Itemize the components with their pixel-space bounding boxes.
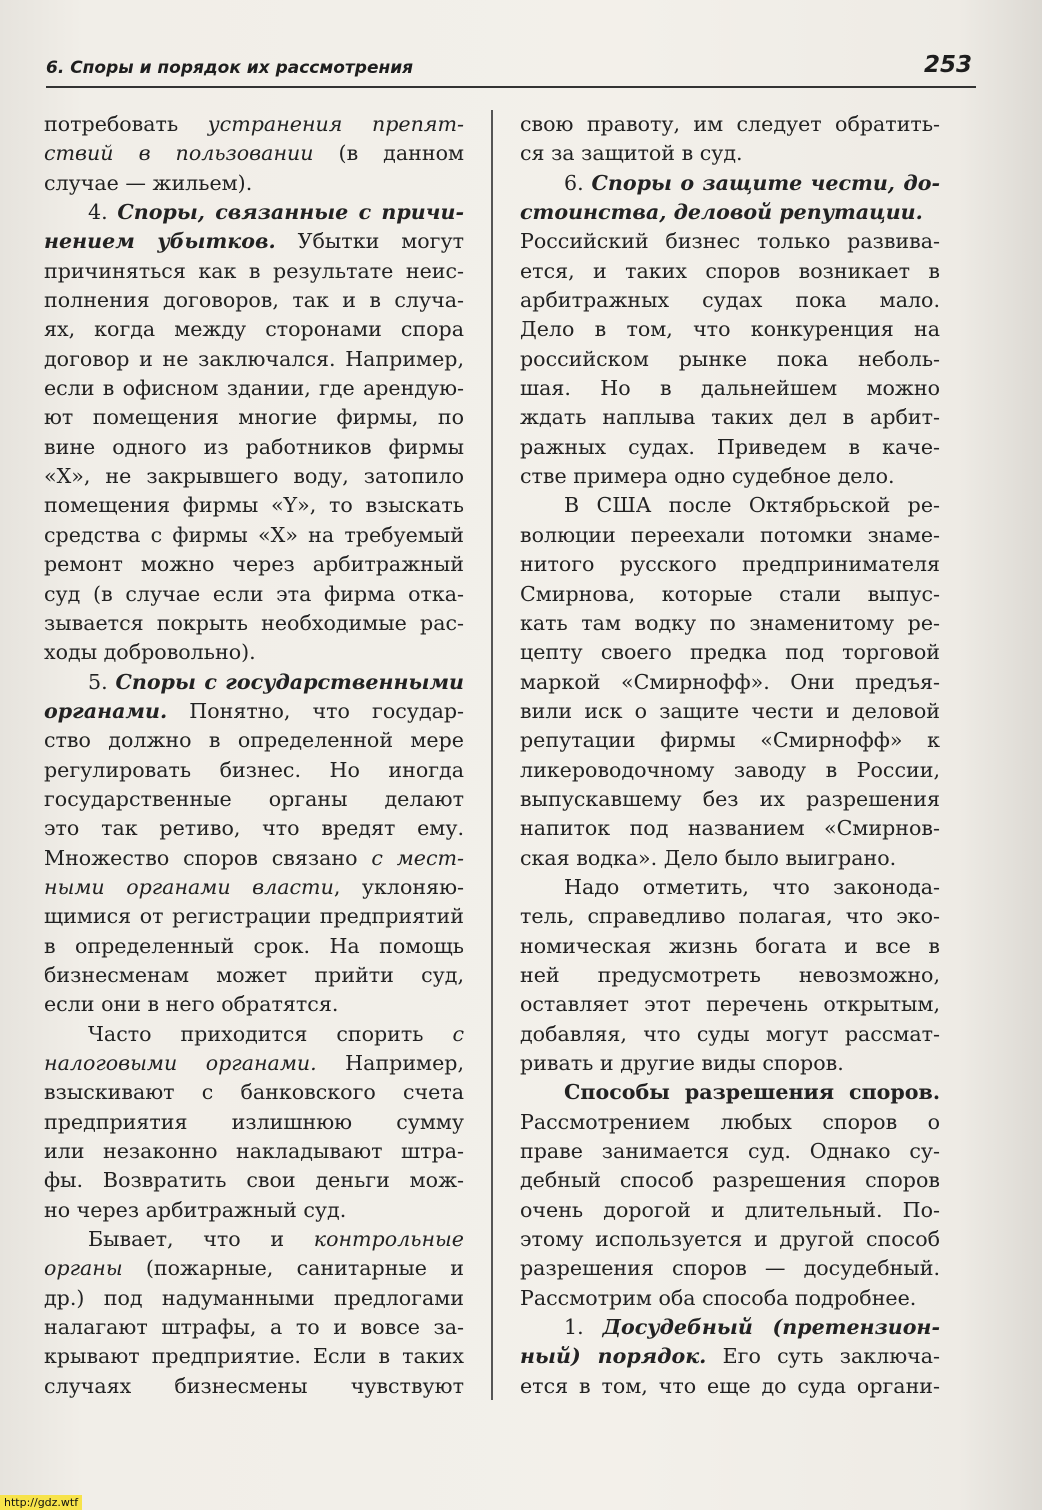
text-line [520, 726, 940, 755]
text-segment: фы. Возвратить свои деньги мож- [44, 1168, 464, 1193]
text-segment: ходы добровольно). [44, 640, 256, 665]
text-segment: Убытки могут [275, 229, 464, 254]
text-segment: российском рынке пока неболь- [520, 346, 940, 371]
text-segment: суд (в случае если эта фирма отка- [44, 581, 464, 606]
text-line [520, 433, 940, 462]
text-line [520, 550, 940, 579]
text-segment: Бывает, что и [88, 1227, 314, 1252]
text-line [520, 227, 940, 256]
text-line [520, 1137, 940, 1166]
text-segment: ская водка». Дело было выиграно. [520, 845, 897, 870]
running-header [46, 52, 976, 88]
text-line [520, 110, 940, 139]
text-segment: средства с фирмы «X» на требуемый [44, 522, 464, 547]
chapter-title: 6. Споры и порядок их рассмотрения [46, 58, 414, 78]
text-segment: ривать и другие виды споров. [520, 1051, 844, 1075]
text-segment: др.) под надуманными предлогами [44, 1285, 464, 1310]
text-line [44, 169, 464, 198]
site-url-label[interactable]: http://gdz.wtf [0, 1495, 82, 1510]
text-line [520, 844, 940, 873]
text-line [44, 433, 464, 462]
text-line [44, 227, 464, 256]
text-line [44, 345, 464, 374]
emphasized-text: контрольные [313, 1227, 464, 1252]
text-segment: Смирнова, которые стали выпус- [520, 581, 940, 606]
text-segment: (в данном [313, 141, 464, 166]
text-segment: зывается покрыть необходимые рас- [44, 610, 464, 635]
text-line [520, 169, 940, 198]
text-segment: ство должно в определенной мере [44, 728, 464, 753]
text-segment: ся за защитой в суд. [520, 141, 743, 166]
right-text-column [520, 110, 940, 1401]
text-segment: 5. [88, 669, 116, 694]
text-line [520, 638, 940, 667]
text-line [44, 609, 464, 638]
emphasized-text: Споры о защите чести, до- [591, 170, 940, 195]
text-line [520, 668, 940, 697]
text-line [44, 1108, 464, 1137]
text-line [520, 580, 940, 609]
text-segment: напиток под названием «Смирнов- [520, 816, 940, 841]
text-segment: Российский бизнес только развива- [520, 229, 940, 254]
text-line [520, 756, 940, 785]
text-segment: В США после Октябрьской ре- [564, 493, 940, 518]
text-segment: если в офисном здании, где арендую- [44, 376, 464, 401]
text-segment: номическая жизнь богата и все в [520, 933, 940, 958]
emphasized-text: стоинства, деловой репутации. [520, 200, 923, 225]
text-line [44, 139, 464, 168]
text-line [520, 257, 940, 286]
text-line [520, 1225, 940, 1254]
text-segment: Рассмотрим оба способа подробнее. [520, 1285, 917, 1310]
text-line [44, 1225, 464, 1254]
text-line [44, 1342, 464, 1371]
text-segment: арбитражных судах пока мало. [520, 288, 940, 313]
text-segment: ях, когда между сторонами спора [44, 317, 464, 342]
text-line [520, 1049, 940, 1078]
emphasized-text: Досудебный (претензион- [602, 1315, 940, 1340]
text-line [44, 1254, 464, 1283]
text-line [520, 932, 940, 961]
text-segment: кать там водку по знаменитому ре- [520, 610, 940, 635]
text-segment: Его суть заключа- [706, 1344, 940, 1369]
text-line [44, 902, 464, 931]
text-line [44, 726, 464, 755]
text-segment: свою правоту, им следует обратить- [520, 112, 940, 136]
emphasized-text: Способы разрешения споров. [564, 1080, 940, 1105]
text-line [520, 286, 940, 315]
text-line [44, 1372, 464, 1401]
emphasized-text: устранения препят- [207, 112, 464, 136]
text-segment: маркой «Смирнофф». Они предъя- [520, 669, 940, 694]
text-line [44, 638, 464, 667]
emphasized-text: Споры, связанные с причи- [117, 200, 464, 225]
emphasized-text: нением убытков. [44, 229, 276, 254]
text-segment: ждать наплыва таких дел в арбит- [520, 405, 940, 430]
text-segment: ражных судах. Приведем в каче- [520, 434, 940, 459]
text-segment: потребовать [44, 112, 208, 136]
text-segment: ют помещения многие фирмы, по [44, 405, 464, 430]
text-segment: крывают предприятие. Если в таких [44, 1344, 464, 1369]
emphasized-text: Споры с государственными [115, 669, 465, 694]
text-segment: Понятно, что государ- [167, 698, 464, 723]
text-segment: помещения фирмы «Y», то взыскать [44, 493, 464, 518]
emphasized-text: органы [44, 1256, 123, 1281]
text-line [520, 462, 940, 491]
text-line [44, 1166, 464, 1195]
text-segment: дебный способ разрешения споров [520, 1168, 940, 1193]
text-line [520, 1108, 940, 1137]
emphasized-text: с мест- [371, 845, 464, 870]
emphasized-text: органами. [44, 698, 168, 723]
text-segment: но через арбитражный суд. [44, 1197, 347, 1222]
text-segment: оставляет этот перечень открытым, [520, 992, 940, 1017]
text-segment: предприятия излишнюю сумму [44, 1109, 464, 1134]
text-line [520, 814, 940, 843]
text-segment: или незаконно накладывают штра- [44, 1139, 464, 1164]
text-line [520, 1166, 940, 1195]
text-segment: бизнесменам может прийти суд, [44, 962, 464, 987]
text-line [44, 521, 464, 550]
text-line [44, 286, 464, 315]
text-segment: выпускавшему без их разрешения [520, 786, 940, 811]
text-line [520, 521, 940, 550]
text-line [44, 1078, 464, 1107]
text-line [44, 198, 464, 227]
text-segment: если они в него обратятся. [44, 992, 339, 1017]
text-segment: тель, справедливо полагая, что эко- [520, 904, 940, 929]
text-segment: ней предусмотреть невозможно, [520, 962, 940, 987]
text-segment: очень дорогой и длительный. По- [520, 1197, 940, 1222]
text-segment: Множество споров связано [44, 845, 372, 870]
text-segment: Дело в том, что конкуренция на [520, 317, 940, 342]
text-segment: регулировать бизнес. Но иногда [44, 757, 464, 782]
text-line [520, 1196, 940, 1225]
text-line [520, 902, 940, 931]
emphasized-text: с [452, 1021, 464, 1046]
text-line [520, 1342, 940, 1371]
text-segment: в определенный срок. На помощь [44, 933, 464, 958]
text-line [520, 491, 940, 520]
emphasized-text: ными органами власти [44, 874, 334, 899]
text-segment: щимися от регистрации предприятий [44, 904, 464, 929]
text-line [520, 961, 940, 990]
text-line [44, 1196, 464, 1225]
text-segment: налагают штрафы, а то и вовсе за- [44, 1315, 464, 1340]
text-line [520, 1313, 940, 1342]
text-line [44, 403, 464, 432]
text-line [520, 139, 940, 168]
text-line [44, 1020, 464, 1049]
text-line [520, 1372, 940, 1401]
text-segment: договор и не заключался. Например, [44, 346, 464, 371]
text-segment: случае — жильем). [44, 170, 253, 195]
text-segment: государственные органы делают [44, 786, 464, 811]
text-line [44, 932, 464, 961]
text-line [44, 1137, 464, 1166]
text-segment: нитого русского предпринимателя [520, 552, 940, 577]
left-text-column [44, 110, 464, 1401]
text-segment: 1. [564, 1315, 603, 1340]
text-line [520, 1284, 940, 1313]
text-line [520, 198, 940, 227]
text-line [44, 550, 464, 579]
text-line [44, 873, 464, 902]
text-line [44, 1049, 464, 1078]
page-number: 253 [923, 52, 972, 78]
text-segment: взыскивают с банковского счета [44, 1080, 464, 1105]
text-line [520, 609, 940, 638]
text-line [44, 580, 464, 609]
text-segment: ремонт можно через арбитражный [44, 552, 464, 577]
text-segment: это так ретиво, что вредят ему. [44, 816, 464, 841]
text-segment: разрешения споров — досудебный. [520, 1256, 940, 1281]
text-line [44, 961, 464, 990]
text-segment: , уклоняю- [333, 874, 464, 899]
text-line [520, 1078, 940, 1107]
text-segment: полнения договоров, так и в случа- [44, 288, 464, 313]
text-line [44, 462, 464, 491]
text-line [44, 315, 464, 344]
text-line [520, 374, 940, 403]
text-segment: вине одного из работников фирмы [44, 434, 464, 459]
text-segment: этому используется и другой способ [520, 1227, 940, 1252]
text-line [44, 814, 464, 843]
emphasized-text: ный) порядок. [520, 1344, 707, 1369]
text-segment: 6. [564, 170, 592, 195]
text-segment: «X», не закрывшего воду, затопило [44, 464, 464, 489]
text-segment: Например, [316, 1051, 464, 1075]
text-line [520, 403, 940, 432]
text-line [44, 374, 464, 403]
text-segment: причиняться как в результате неис- [44, 258, 464, 283]
text-line [44, 491, 464, 520]
text-segment: ется, и таких споров возникает в [520, 258, 940, 283]
text-segment: волюции переехали потомки знаме- [520, 522, 940, 547]
text-segment: праве занимается суд. Однако су- [520, 1139, 940, 1164]
text-line [44, 257, 464, 286]
text-line [44, 785, 464, 814]
text-segment: Надо отметить, что законода- [564, 874, 940, 899]
text-line [520, 990, 940, 1019]
emphasized-text: налоговыми органами. [44, 1051, 317, 1075]
text-segment: ется в том, что еще до суда органи- [520, 1373, 940, 1398]
text-line [520, 697, 940, 726]
text-line [44, 844, 464, 873]
text-segment: стве примера одно судебное дело. [520, 464, 895, 489]
text-segment: добавляя, что суды могут рассмат- [520, 1021, 940, 1046]
text-segment: вили иск о защите чести и деловой [520, 698, 940, 723]
text-line [520, 345, 940, 374]
text-line [520, 785, 940, 814]
text-line [520, 873, 940, 902]
text-line [44, 697, 464, 726]
text-segment: (пожарные, санитарные и [122, 1256, 464, 1281]
text-line [44, 756, 464, 785]
text-segment: шая. Но в дальнейшем можно [520, 376, 940, 401]
text-segment: случаях бизнесмены чувствуют [44, 1373, 464, 1398]
text-line [44, 1284, 464, 1313]
text-line [520, 315, 940, 344]
text-line [520, 1254, 940, 1283]
text-segment: 4. [88, 200, 118, 225]
text-segment: ликероводочному заводу в России, [520, 757, 940, 782]
text-line [44, 1313, 464, 1342]
emphasized-text: ствий в пользовании [44, 141, 314, 166]
column-divider [491, 110, 493, 1400]
text-line [44, 668, 464, 697]
text-line [44, 990, 464, 1019]
text-segment: цепту своего предка под торговой [520, 640, 940, 665]
text-segment: Рассмотрением любых споров о [520, 1109, 940, 1134]
text-segment: Часто приходится спорить [88, 1021, 453, 1046]
text-segment: репутации фирмы «Смирнофф» к [520, 728, 940, 753]
text-line [520, 1020, 940, 1049]
text-line [44, 110, 464, 139]
